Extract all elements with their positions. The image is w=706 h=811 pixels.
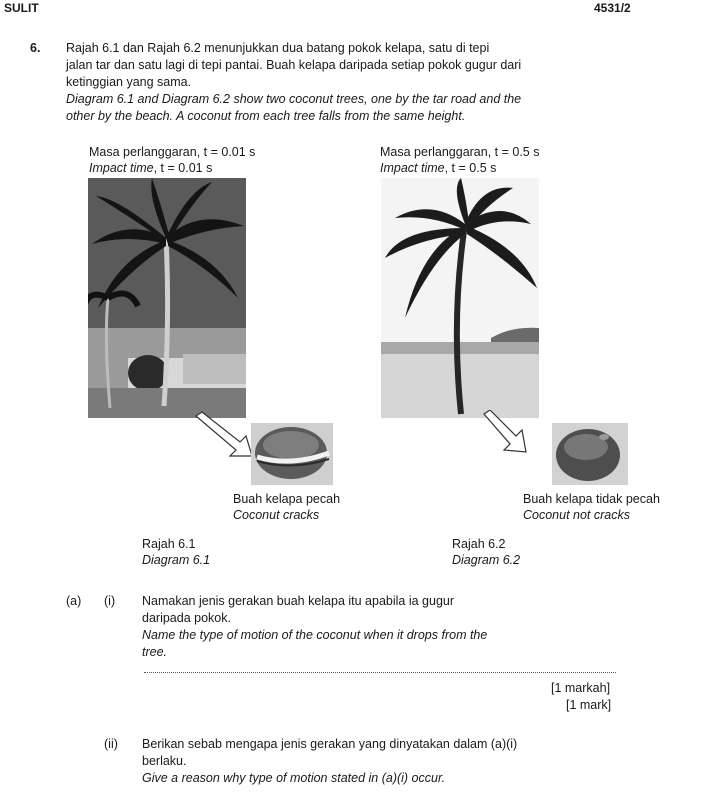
intact-coconut-photo [552, 423, 628, 485]
stem-ms-line-3: ketinggian yang sama. [66, 75, 192, 89]
part-a-i-text [142, 593, 612, 661]
diagram-6-2-label [452, 536, 520, 568]
left-result [233, 491, 340, 523]
mark-ms: [1 markah] [551, 681, 611, 695]
left-result-en: Coconut cracks [233, 508, 320, 522]
part-a-ii-label: (ii) [104, 737, 118, 751]
header-sulit: SULIT [4, 1, 39, 15]
header-paper-code: 4531/2 [594, 1, 631, 15]
left-impact-time [89, 144, 255, 176]
a-i-en-line-2: tree. [142, 645, 168, 659]
a-ii-ms-line-1: Berikan sebab mengapa jenis gerakan yang dinyatakan dalam (a)(i) [142, 737, 518, 751]
left-time-en: Impact time, t = 0.01 s [89, 161, 213, 175]
left-time-ms: Masa perlanggaran, t = 0.01 s [89, 145, 256, 159]
part-a-i-label: (i) [104, 594, 116, 608]
stem-en-line-2: other by the beach. A coconut from each tree falls from the same height. [66, 109, 466, 123]
question-number: 6. [30, 41, 41, 55]
right-time-ms: Masa perlanggaran, t = 0.5 s [380, 145, 540, 159]
a-i-ms-line-1: Namakan jenis gerakan buah kelapa itu apabila ia gugur [142, 594, 455, 608]
part-a-label: (a) [66, 594, 82, 608]
coconut-tree-beach-photo [381, 178, 539, 418]
right-result-ms: Buah kelapa tidak pecah [523, 492, 660, 506]
diagram-6-2: Diagram 6.2 [452, 553, 521, 567]
coconut-tree-road-photo [88, 178, 246, 418]
stem-en-line-1: Diagram 6.1 and Diagram 6.2 show two coconut trees, one by the tar road and the [66, 92, 522, 106]
cracked-coconut-photo [251, 423, 333, 485]
a-ii-ms-line-2: berlaku. [142, 754, 187, 768]
rajah-6-1: Rajah 6.1 [142, 537, 196, 551]
a-i-ms-line-2: daripada pokok. [142, 611, 231, 625]
rajah-6-2: Rajah 6.2 [452, 537, 506, 551]
part-a-ii-text [142, 736, 622, 787]
stem-ms-line-1: Rajah 6.1 dan Rajah 6.2 menunjukkan dua batang pokok kelapa, satu di tepi [66, 41, 490, 55]
stem-ms-line-2: jalan tar dan satu lagi di tepi pantai. Buah kelapa daripada setiap pokok gugur dari [66, 58, 522, 72]
right-result [523, 491, 660, 523]
right-zoom-arrow [470, 410, 560, 470]
diagram-6-1: Diagram 6.1 [142, 553, 211, 567]
diagram-6-1-label [142, 536, 210, 568]
right-impact-time [380, 144, 539, 176]
question-stem [66, 40, 626, 125]
answer-line-a-i[interactable] [144, 672, 616, 673]
right-result-en: Coconut not cracks [523, 508, 630, 522]
a-i-en-line-1: Name the type of motion of the coconut when it drops from the [142, 628, 488, 642]
mark-en: [1 mark] [566, 698, 612, 712]
right-time-en: Impact time, t = 0.5 s [380, 161, 497, 175]
left-result-ms: Buah kelapa pecah [233, 492, 341, 506]
a-ii-en-line-1: Give a reason why type of motion stated in (a)(i) occur. [142, 771, 446, 785]
